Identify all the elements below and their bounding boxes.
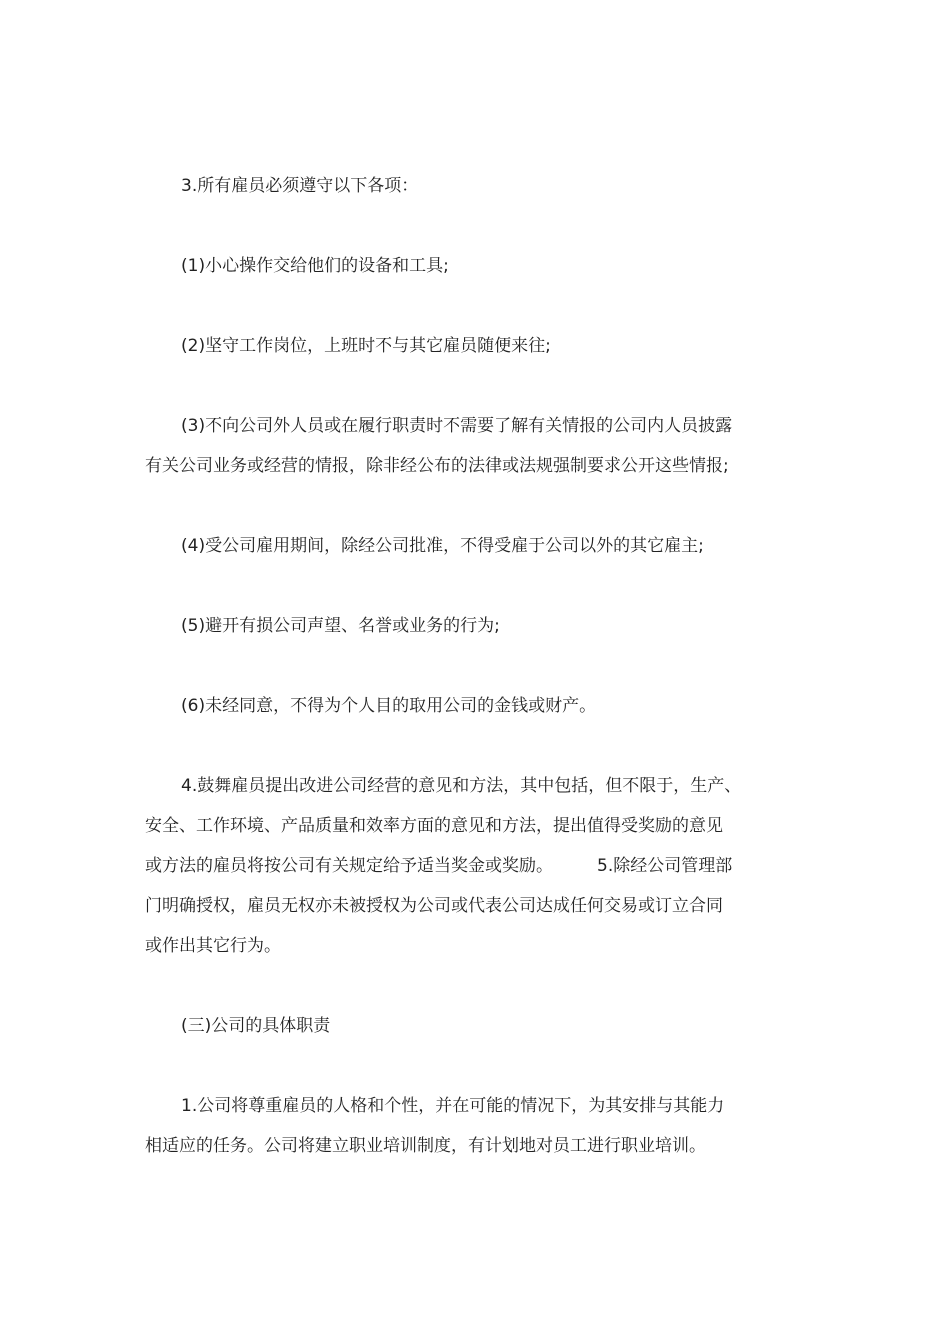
- paragraph-line-combined: [145, 846, 805, 886]
- paragraph-sub-5: [145, 606, 805, 646]
- paragraph-sub-6: [145, 686, 805, 726]
- paragraph-line: 3.所有雇员必须遵守以下各项：: [181, 176, 419, 196]
- paragraph-sub-3: [145, 406, 805, 486]
- paragraph-line: (5)避开有损公司声望、名誉或业务的行为;: [181, 616, 500, 636]
- document-body: [145, 166, 805, 1206]
- paragraph-line: (4)受公司雇用期间，除经公司批准，不得受雇于公司以外的其它雇主;: [181, 536, 704, 556]
- paragraph-line: (6)未经同意，不得为个人目的取用公司的金钱或财产。: [181, 696, 597, 716]
- paragraph-sub-1: [145, 246, 805, 286]
- section-heading: (三)公司的具体职责: [181, 1016, 331, 1036]
- paragraph-line-part: 或方法的雇员将按公司有关规定给予适当奖金或奖励。: [145, 856, 553, 876]
- paragraph-item-3: [145, 166, 805, 206]
- paragraph-sub-2: [145, 326, 805, 366]
- paragraph-line: 1.公司将尊重雇员的人格和个性，并在可能的情况下，为其安排与其能力: [181, 1096, 725, 1116]
- paragraph-line: 4.鼓舞雇员提出改进公司经营的意见和方法，其中包括，但不限于，生产、: [181, 776, 742, 796]
- paragraph-line: 或作出其它行为。: [145, 936, 281, 956]
- paragraph-line: (2)坚守工作岗位，上班时不与其它雇员随便来往;: [181, 336, 551, 356]
- paragraph-line: (3)不向公司外人员或在履行职责时不需要了解有关情报的公司内人员披露: [181, 416, 733, 436]
- paragraph-sub-4: [145, 526, 805, 566]
- paragraph-line: 有关公司业务或经营的情报，除非经公布的法律或法规强制要求公开这些情报;: [145, 456, 729, 476]
- paragraph-company-1: [145, 1086, 805, 1166]
- paragraph-line: 相适应的任务。公司将建立职业培训制度，有计划地对员工进行职业培训。: [145, 1136, 706, 1156]
- paragraph-line: 门明确授权，雇员无权亦未被授权为公司或代表公司达成任何交易或订立合同: [145, 896, 723, 916]
- paragraph-line-part: 5.除经公司管理部: [597, 856, 733, 876]
- paragraph-item-4-5: [145, 766, 805, 966]
- paragraph-line: 安全、工作环境、产品质量和效率方面的意见和方法，提出值得受奖励的意见: [145, 816, 723, 836]
- section-heading-3: [145, 1006, 805, 1046]
- paragraph-line: (1)小心操作交给他们的设备和工具;: [181, 256, 449, 276]
